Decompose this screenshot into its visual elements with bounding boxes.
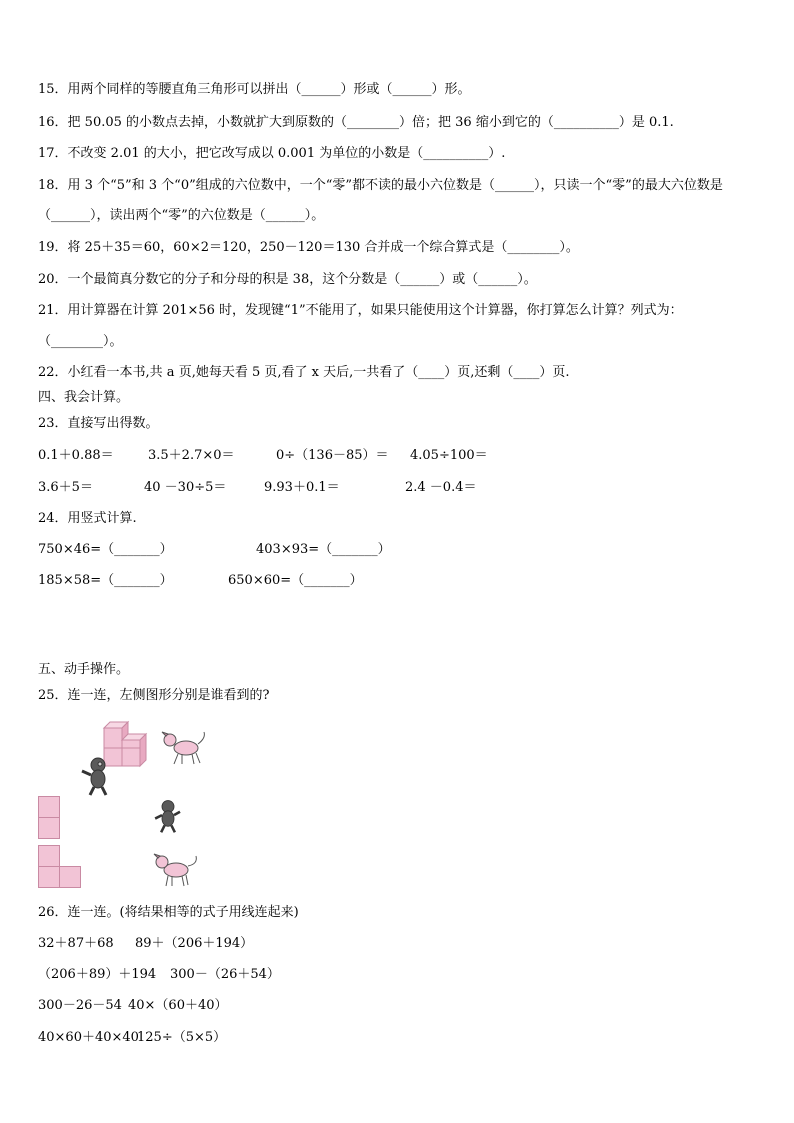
question-22: 22．小红看一本书,共 a 页,她每天看 5 页,看了 x 天后,一共看了（____）页,还剩（____）页. [38,365,570,380]
match-left-item: （206＋89）＋194 [38,967,157,982]
question-21-line2: （________）。 [38,334,123,349]
calc-item: 0.1＋0.88＝ [38,448,114,463]
match-left-item: 300－26－54 [38,998,122,1013]
match-left-item: 32＋87＋68 [38,936,114,951]
vertical-calc-item: 185×58=（_______） [38,573,173,588]
question-25: 25．连一连，左侧图形分别是谁看到的? [38,688,270,703]
question-19: 19．将 25＋35＝60，60×2＝120，250－120＝130 合并成一个综合算式是（________）。 [38,240,579,255]
question-20: 20．一个最简真分数它的分子和分母的积是 38，这个分数是（______）或（______）。 [38,272,537,287]
match-left-item: 40×60＋40×40 [38,1030,139,1045]
calc-item: 0÷（136－85）＝ [276,448,389,463]
question-16: 16．把 50.05 的小数点去掉，小数就扩大到原数的（________）倍；把 36 缩小到它的（__________）是 0.1. [38,115,674,130]
question-21-line1: 21．用计算器在计算 201×56 时，发现键“1”不能用了，如果只能使用这个计算器，你打算怎么计算？列式为： [38,303,683,318]
question-24: 24．用竖式计算. [38,511,137,526]
match-right-item: 89＋（206＋194） [135,936,254,951]
question-15: 15．用两个同样的等腰直角三角形可以拼出（______）形或（______）形。 [38,82,471,97]
vertical-calc-item: 650×60=（_______） [228,573,363,588]
calc-item: 40 －30÷5＝ [144,480,227,495]
calc-item: 4.05÷100＝ [410,448,488,463]
calc-item: 9.93＋0.1＝ [264,480,340,495]
calc-item: 3.6＋5＝ [38,480,93,495]
calc-item: 3.5＋2.7×0＝ [148,448,235,463]
question-26: 26．连一连。(将结果相等的式子用线连起来) [38,905,299,920]
section-4-heading: 四、我会计算。 [38,390,130,405]
question-23: 23．直接写出得数。 [38,416,159,431]
section-5-heading: 五、动手操作。 [38,662,130,677]
question-17: 17．不改变 2.01 的大小，把它改写成以 0.001 为单位的小数是（__________）. [38,146,506,161]
l-shape-squares [38,845,82,889]
match-right-item: 300－（26＋54） [170,967,280,982]
vertical-calc-item: 750×46=（_______） [38,542,173,557]
match-right-item: 125÷（5×5） [137,1030,227,1045]
match-right-item: 40×（60＋40） [128,998,228,1013]
vertical-calc-item: 403×93=（_______） [256,542,391,557]
monkey-icon [78,755,114,797]
vertical-two-squares [38,796,60,840]
dog-icon [150,850,202,890]
monkey-icon [150,798,186,834]
calc-item: 2.4 －0.4＝ [405,480,477,495]
dog-icon [160,728,208,768]
question-18-line1: 18．用 3 个“5”和 3 个“0”组成的六位数中，一个“零”都不读的最小六位数是（______），只读一个“零”的最大六位数是 [38,178,723,193]
question-18-line2: （______），读出两个“零”的六位数是（______）。 [38,208,325,223]
